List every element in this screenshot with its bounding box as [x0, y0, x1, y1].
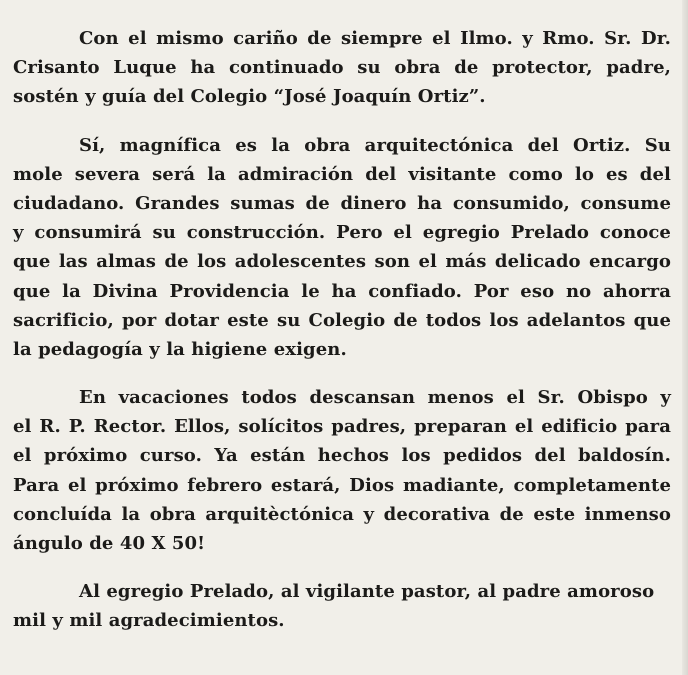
paragraph-gap [13, 558, 671, 577]
scan-edge [682, 0, 688, 675]
paragraph-3 [13, 383, 671, 558]
text-line: sacrificio, por dotar este su Colegio de todos los adelantos que [13, 309, 671, 331]
text-line: mole severa será la admiración del visitante como lo es del [13, 163, 671, 185]
text-line: y consumirá su construcción. Pero el egregio Prelado conoce [13, 222, 671, 244]
text-line: que la Divina Providencia le ha confiado. Por eso no ahorra [13, 280, 671, 302]
text-line: el R. P. Rector. Ellos, solícitos padres, preparan el edificio para [13, 416, 671, 438]
text-line: el próximo curso. Ya están hechos los pedidos del baldosín. [13, 445, 671, 467]
text-line: mil y mil agradecimientos. [13, 610, 285, 632]
paragraph-gap [13, 364, 671, 383]
paragraph-1 [13, 24, 671, 112]
text-line: concluída la obra arquitèctónica y decorativa de este inmenso [13, 503, 671, 525]
text-line: sostén y guía del Colegio “José Joaquín Ortiz”. [13, 86, 486, 108]
paragraph-gap [13, 112, 671, 131]
text-line: que las almas de los adolescentes son el más delicado encargo [13, 251, 671, 273]
text-line: ciudadano. Grandes sumas de dinero ha consumido, consume [13, 192, 671, 214]
paragraph-4 [13, 577, 671, 635]
text-line: Para el próximo febrero estará, Dios madiante, completamente [13, 474, 671, 496]
text-line: la pedagogía y la higiene exigen. [13, 338, 347, 360]
text-line: Sí, magnífica es la obra arquitectónica del Ortiz. Su [79, 134, 671, 156]
paragraph-2 [13, 131, 671, 365]
text-line: Crisanto Luque ha continuado su obra de protector, padre, [13, 57, 671, 79]
document-text [13, 24, 671, 636]
text-line: Al egregio Prelado, al vigilante pastor, al padre amoroso [79, 581, 655, 603]
text-line: ángulo de 40 X 50! [13, 533, 206, 554]
text-line: Con el mismo cariño de siempre el Ilmo. y Rmo. Sr. Dr. [79, 28, 671, 49]
text-line: En vacaciones todos descansan menos el Sr. Obispo y [79, 387, 671, 409]
